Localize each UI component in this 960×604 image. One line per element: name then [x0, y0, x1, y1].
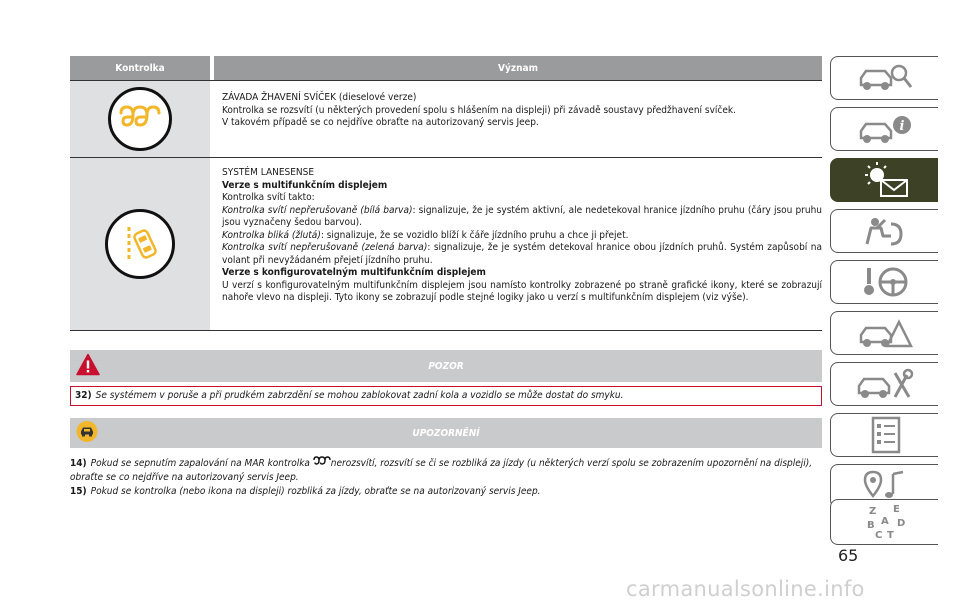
caution-header — [70, 418, 822, 448]
car-hazard-icon — [855, 316, 915, 350]
tab-maintenance[interactable] — [830, 362, 938, 406]
note-text: Pokud se kontrolka (nebo ikona na displeji) rozbliká za jízdy, obraťte se na autorizovaný servis Jeep. — [90, 486, 541, 497]
header-indicator: Kontrolka — [70, 56, 210, 80]
caution-body — [70, 456, 822, 499]
warning-header — [70, 350, 822, 382]
row-text: Kontrolka svítí takto: — [222, 192, 315, 203]
svg-text:E: E — [892, 504, 900, 515]
note-text: Se systémem v poruše a při prudkém zabrzdění se mohou zablokovat zadní kola a vozidlo se může dostat do smyku. — [95, 390, 624, 401]
header-meaning: Význam — [214, 56, 822, 80]
table-row — [70, 158, 822, 330]
svg-text:i: i — [899, 119, 904, 134]
warning-light-mail-icon — [855, 162, 915, 198]
tab-safety[interactable] — [830, 209, 938, 253]
table-row — [70, 81, 822, 157]
indicator-cell — [70, 158, 210, 330]
steering-wheel-icon — [855, 264, 915, 300]
row-text: Kontrolka svítí nepřerušovaně (zelená barva): signalizuje, že je systém detekoval hranice obou jízdních pruhů. Systém zapůsobí na volant při nevyžádaném přejetí jízdního pruhu. — [222, 242, 822, 266]
row-title: ZÁVADA ŽHAVENÍ SVÍČEK (dieselové verze) — [222, 92, 417, 103]
warning-body — [70, 386, 822, 406]
car-info-icon — [855, 112, 915, 146]
meaning-cell — [210, 158, 822, 330]
lane-departure-icon — [119, 223, 161, 265]
note-text: nerozsvítí, rozsvítí se či se rozbliká za jízdy (u některých verzí spolu se zobrazením upozornění na displeji), obraťte se co nejdříve na autorizovaný servis Jeep. — [70, 458, 813, 483]
svg-text:Z: Z — [868, 506, 876, 517]
tab-start-driving[interactable] — [830, 260, 938, 304]
row-title: SYSTÉM LANESENSE — [222, 167, 315, 178]
caution-title: UPOZORNĚNÍ — [412, 427, 480, 439]
note-number: 15) — [70, 486, 87, 497]
indicator-cell — [70, 81, 210, 157]
row-text: V takovém případě se co nejdříve obraťte na autorizovaný servis Jeep. — [222, 117, 539, 128]
meaning-cell — [210, 81, 822, 157]
note-number: 14) — [70, 458, 87, 469]
tab-car-info[interactable] — [830, 107, 938, 151]
row-subheading: Verze s multifunkčním displejem — [222, 179, 388, 191]
warning-title: POZOR — [428, 360, 464, 372]
svg-text:D: D — [896, 518, 905, 529]
car-wrench-icon — [855, 367, 915, 401]
tab-index[interactable] — [830, 499, 938, 545]
car-caution-icon — [76, 421, 98, 446]
svg-text:A: A — [880, 516, 889, 527]
tab-emergency[interactable] — [830, 311, 938, 355]
svg-text:C: C — [874, 530, 882, 541]
tab-warning-lights[interactable] — [830, 158, 938, 202]
svg-text:T: T — [886, 530, 894, 541]
svg-text:B: B — [866, 520, 875, 531]
note-item — [70, 456, 822, 485]
indicator-table — [70, 56, 822, 331]
car-search-icon — [855, 61, 915, 95]
note-text: Pokud se sepnutím zapalování na MAR kontrolka — [90, 458, 310, 469]
alphabet-index-icon — [855, 502, 915, 542]
glow-plug-lamp — [108, 87, 172, 151]
row-text: Kontrolka bliká (žlutá): signalizuje, že se vozidlo blíží k čáře jízdního pruhu a chce ji přejet. — [222, 229, 629, 241]
warning-triangle-icon — [76, 354, 100, 379]
lanesense-lamp — [105, 209, 175, 279]
watermark: carmanualsonline.info — [626, 577, 865, 601]
row-text: Kontrolka se rozsvítí (u některých provedení spolu s hlášením na displeji) při závadě soustavy předžhavení svíček. — [222, 104, 736, 116]
row-subheading: Verze s konfigurovatelným multifunkčním displejem — [222, 267, 486, 278]
note-number: 32) — [75, 390, 92, 401]
table-header — [70, 56, 822, 80]
row-text: U verzí s konfigurovatelným multifunkčním displejem jsou namísto kontrolky zobrazené po straně grafické ikony, které se zobrazují nahoře vlevo na displeji. Tyto ikony se zobrazují podle stejné logiky jako u verzí s multifunkčním displejem (viz výše). — [222, 279, 822, 303]
airbag-seat-icon — [855, 214, 915, 248]
checklist-icon — [855, 416, 915, 454]
page-number: 65 — [838, 546, 859, 565]
divider — [70, 330, 822, 331]
row-text: Kontrolka svítí nepřerušovaně (bílá barva): signalizuje, že je systém aktivní, ale nedetekoval hranice jízdního pruhu (čáry jsou pruhu jsou vyznačeny šedou barvou). — [222, 204, 822, 228]
tab-car-search[interactable] — [830, 56, 938, 100]
glow-plug-inline-icon — [313, 456, 331, 467]
note-item — [70, 485, 822, 499]
glow-plug-icon — [118, 104, 162, 134]
tab-technical-data[interactable] — [830, 413, 938, 457]
